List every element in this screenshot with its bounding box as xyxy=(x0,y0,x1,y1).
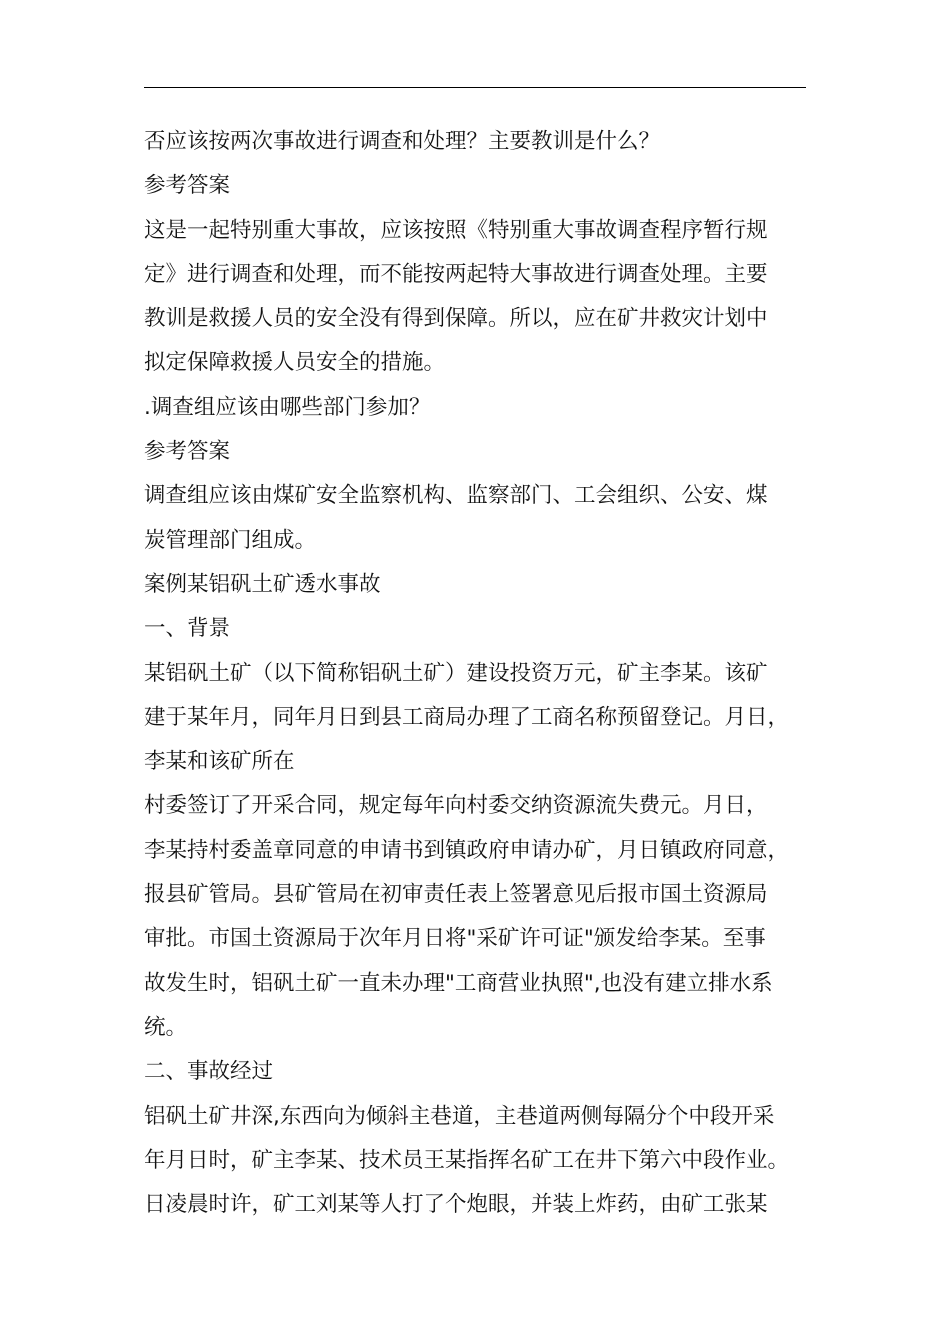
text-line: 炭管理部门组成。 xyxy=(144,527,317,553)
document-body xyxy=(144,120,810,1227)
text-line: 报县矿管局。县矿管局在初审责任表上签署意见后报市国土资源局 xyxy=(144,882,768,908)
text-line: 李某持村委盖章同意的申请书到镇政府申请办矿，月日镇政府同意， xyxy=(144,837,790,863)
text-line: 调查组应该由煤矿安全监察机构、监察部门、工会组织、公安、煤 xyxy=(144,483,768,509)
text-line: 建于某年月，同年月日到县工商局办理了工商名称预留登记。月日， xyxy=(144,704,790,730)
text-line: 日凌晨时许，矿工刘某等人打了个炮眼，并装上炸药，由矿工张某 xyxy=(144,1192,768,1218)
text-line: 某铝矾土矿（以下简称铝矾土矿）建设投资万元，矿主李某。该矿 xyxy=(144,660,768,686)
text-line: 参考答案 xyxy=(144,173,231,199)
text-line: 拟定保障救援人员安全的措施。 xyxy=(144,350,446,376)
text-line: 一、背景 xyxy=(144,616,231,642)
text-line: 二、事故经过 xyxy=(144,1059,274,1085)
text-line: 否应该按两次事故进行调查和处理？主要教训是什么？ xyxy=(144,129,661,154)
text-line: .调查组应该由哪些部门参加？ xyxy=(144,394,431,420)
text-line: 这是一起特别重大事故，应该按照《特别重大事故调查程序暂行规 xyxy=(144,217,768,243)
text-line: 定》进行调查和处理，而不能按两起特大事故进行调查处理。主要 xyxy=(144,261,768,287)
text-line: 审批。市国土资源局于次年月日将"采矿许可证"颁发给李某。至事 xyxy=(144,926,766,952)
text-line: 统。 xyxy=(144,1014,188,1040)
text-line: 村委签订了开采合同，规定每年向村委交纳资源流失费元。月日， xyxy=(144,793,768,819)
text-line: 李某和该矿所在 xyxy=(144,749,295,775)
text-line: 铝矾土矿井深,东西向为倾斜主巷道，主巷道两侧每隔分个中段开采 xyxy=(144,1103,775,1129)
header-rule xyxy=(144,87,806,88)
text-line: 教训是救援人员的安全没有得到保障。所以，应在矿井救灾计划中 xyxy=(144,306,768,332)
text-line: 参考答案 xyxy=(144,439,231,465)
text-line: 年月日时，矿主李某、技术员王某指挥名矿工在井下第六中段作业。 xyxy=(144,1147,790,1173)
text-line: 案例某铝矾土矿透水事故 xyxy=(144,571,381,597)
text-line: 故发生时，铝矾土矿一直未办理"工商营业执照",也没有建立排水系 xyxy=(144,970,773,996)
